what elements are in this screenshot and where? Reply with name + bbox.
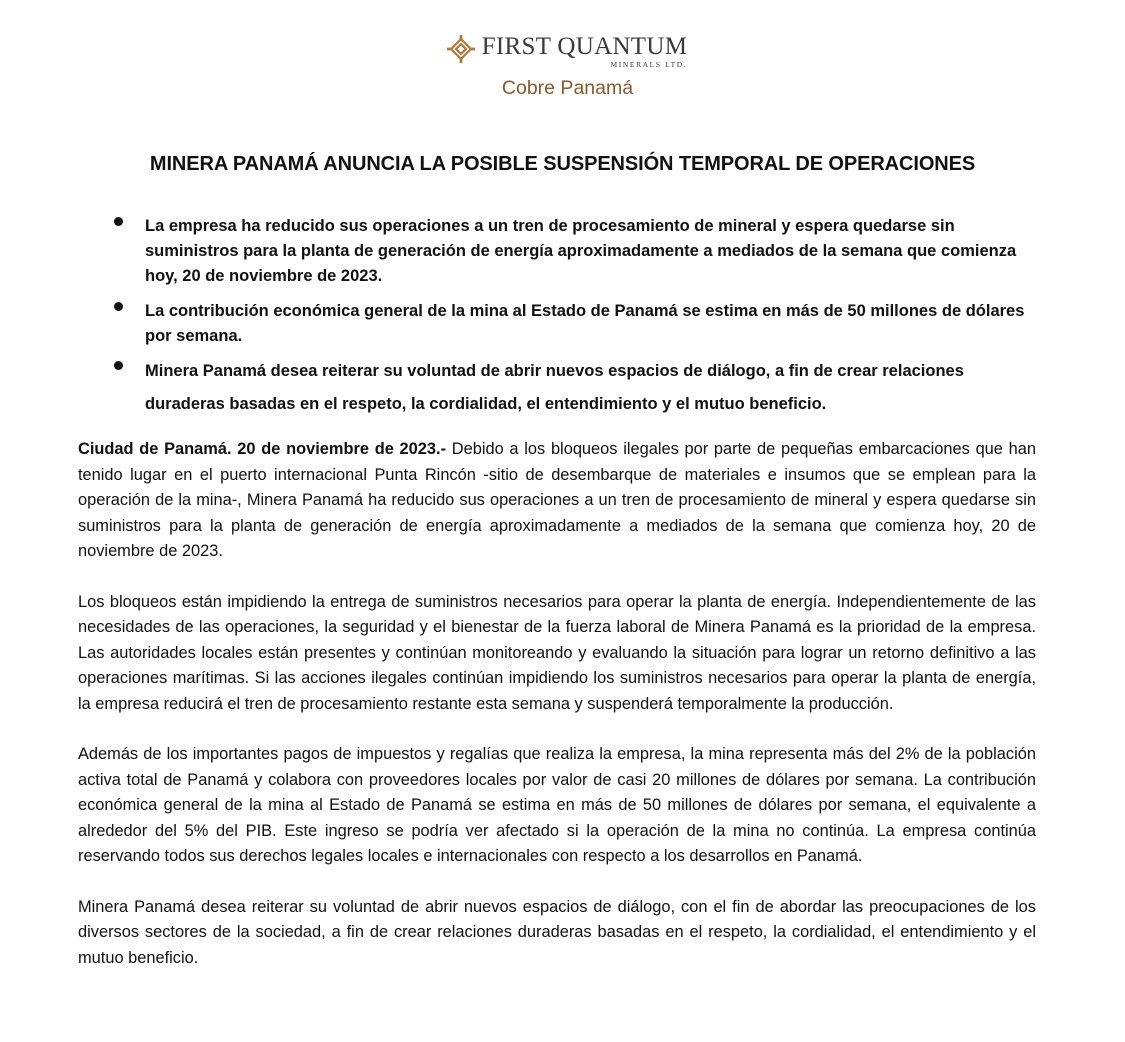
paragraph-4: Minera Panamá desea reiterar su voluntad de abrir nuevos espacios de diálogo, con el fin de abordar las preocupaciones de los diversos sectores de la sociedad, a fin de crear relaciones duraderas basadas en el respeto, la cordialidad, el entendimiento y el mutuo beneficio. bbox=[78, 897, 1036, 967]
diamond-logo-icon bbox=[446, 34, 476, 64]
subbrand: Cobre Panamá bbox=[501, 77, 634, 99]
paragraph-3: Además de los importantes pagos de impuestos y regalías que realiza la empresa, la mina representa más del 2% de la población activa total de Panamá y colabora con proveedores locales por valor de casi 20 millones de dólares por semana. La contribución económica general de la mina al Estado de Panamá se estima en más de 50 millones de dólares por semana, el equivalente a alrededor del 5% del PIB. Este ingreso se podría ver afectado si la operación de la mina no continúa. La empresa continúa reservando todos sus derechos legales locales e internacionales con respecto a los desarrollos en Panamá. bbox=[78, 745, 1036, 865]
letterhead bbox=[0, 34, 1125, 100]
company-logo bbox=[8, 34, 1125, 69]
list-item bbox=[145, 299, 1045, 349]
paragraph-text: Debido a los bloqueos ilegales por parte de pequeñas embarcaciones que han tenido lugar en el puerto internacional Punta Rincón -sitio de desembarque de materiales e insumos que se emplean para la operación de la mina-, Minera Panamá ha reducido sus operaciones a un tren de procesamiento de mineral y espera quedarse sin suministros para la planta de generación de energía aproximadamente a mediados de la semana que comienza hoy, 20 de noviembre de 2023. bbox=[78, 440, 1036, 560]
bullet-icon bbox=[114, 361, 123, 370]
press-release-body bbox=[78, 437, 1036, 996]
paragraph-2: Los bloqueos están impidiendo la entrega de suministros necesarios para operar la planta de energía. Independientemente de las necesidades de las operaciones, la seguridad y el bienestar de la fuerza laboral de Minera Panamá es la prioridad de la empresa. Las autoridades locales están presentes y continúan monitoreando y evaluando la situación para lograr un retorno definitivo a las operaciones marítimas. Si las acciones ilegales continúan impidiendo los suministros necesarios para operar la planta de energía, la empresa reducirá el tren de procesamiento restante esta semana y suspenderá temporalmente la producción. bbox=[78, 592, 1036, 713]
bullet-icon bbox=[114, 217, 123, 226]
list-item-text: La contribución económica general de la mina al Estado de Panamá se estima en más de 50 millones de dólares por semana. bbox=[145, 302, 1025, 345]
highlights-list bbox=[145, 214, 1045, 431]
logo-subtitle: MINERALS LTD. bbox=[610, 60, 688, 69]
list-item bbox=[145, 355, 1045, 421]
page-title: MINERA PANAMÁ ANUNCIA LA POSIBLE SUSPENSIÓN TEMPORAL DE OPERACIONES bbox=[149, 153, 976, 175]
logo-name: FIRST QUANTUM bbox=[481, 33, 688, 60]
bullet-icon bbox=[114, 302, 123, 311]
dateline: Ciudad de Panamá. 20 de noviembre de 2023.- bbox=[78, 440, 447, 458]
paragraph-1 bbox=[78, 437, 1036, 565]
list-item bbox=[145, 214, 1045, 289]
list-item-text: Minera Panamá desea reiterar su voluntad de abrir nuevos espacios de diálogo, a fin de crear relaciones duraderas basadas en el respeto, la cordialidad, el entendimiento y el mutuo beneficio. bbox=[145, 362, 964, 413]
list-item-text: La empresa ha reducido sus operaciones a un tren de procesamiento de mineral y espera quedarse sin suministros para la planta de generación de energía aproximadamente a mediados de la semana que comienza hoy, 20 de noviembre de 2023. bbox=[145, 217, 1017, 285]
